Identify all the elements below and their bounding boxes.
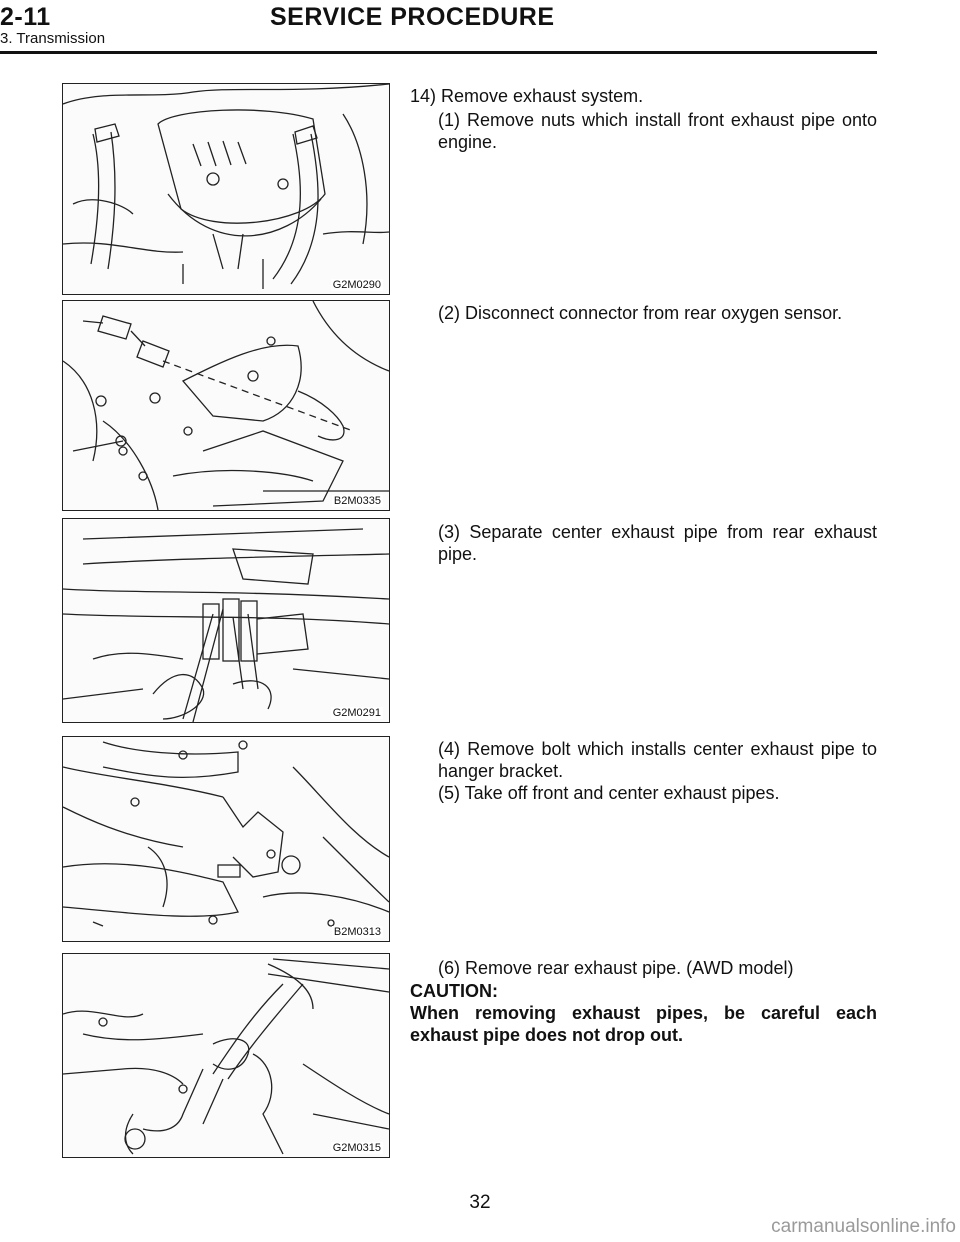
page-number: 32 (469, 1192, 491, 1213)
figure-code: G2M0291 (332, 707, 381, 719)
section-subtitle: 3. Transmission (0, 30, 106, 47)
figure-code: B2M0313 (333, 926, 381, 938)
figure-front-exhaust-pipe (62, 83, 390, 295)
figure-hanger-bracket (62, 736, 390, 942)
watermark[interactable]: carmanualsonline.info (771, 1216, 956, 1237)
header-rule (0, 51, 877, 54)
figure-oxygen-sensor (62, 300, 390, 511)
step-4: (4) Remove bolt which installs center exhaust pipe to hanger bracket. (438, 739, 877, 781)
caution-text: When removing exhaust pipes, be careful each exhaust pipe does not drop out. (410, 1003, 877, 1045)
engine-underside-illustration (63, 84, 389, 294)
caution-heading: CAUTION: (410, 981, 498, 1001)
figure-code: G2M0315 (332, 1142, 381, 1154)
step-1: (1) Remove nuts which install front exhaust pipe onto engine. (438, 110, 877, 152)
step-2: (2) Disconnect connector from rear oxygen sensor. (438, 303, 843, 323)
step-5: (5) Take off front and center exhaust pipes. (438, 783, 780, 803)
figure-code: B2M0335 (333, 495, 381, 507)
oxygen-sensor-connector-illustration (63, 301, 389, 510)
figure-rear-exhaust-pipe (62, 953, 390, 1158)
step-6: (6) Remove rear exhaust pipe. (AWD model) (438, 958, 794, 978)
figure-code: G2M0290 (332, 279, 381, 291)
section-number: 2-11 (0, 3, 51, 31)
step-3: (3) Separate center exhaust pipe from rear exhaust pipe. (438, 522, 877, 564)
page-title: SERVICE PROCEDURE (270, 3, 555, 31)
pipe-flange-wrench-illustration (63, 519, 389, 722)
figure-pipe-flange (62, 518, 390, 723)
step-14: 14) Remove exhaust system. (410, 86, 644, 106)
rear-pipe-removal-illustration (63, 954, 389, 1157)
hanger-bracket-bolt-illustration (63, 737, 389, 941)
